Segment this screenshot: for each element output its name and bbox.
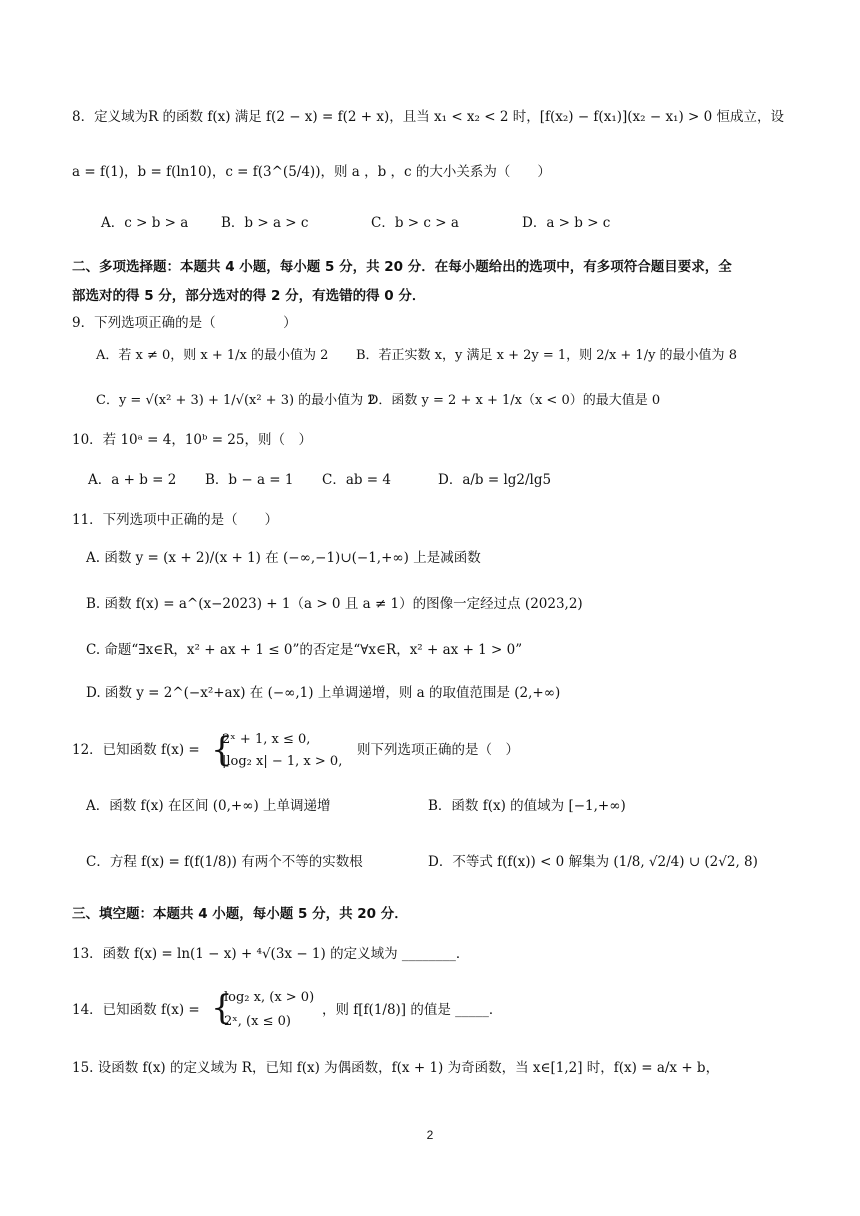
q15-text: 15. 设函数 f(x) 的定义域为 R，已知 f(x) 为偶函数，f(x + 1) 为奇函数，当 x∈[1,2] 时，f(x) = a/x + b，	[72, 1060, 720, 1076]
q14-piecewise-brace: {	[211, 988, 233, 1028]
q12-option-d: D．不等式 f(f(x)) < 0 解集为 (1/8, √2/4) ∪ (2√2, 8)	[428, 854, 758, 870]
q9-option-a: A．若 x ≠ 0，则 x + 1/x 的最小值为 2	[96, 348, 329, 363]
q11-option-d: D. 函数 y = 2^(−x²+ax) 在 (−∞,1) 上单调递增，则 a 的取值范围是 (2,+∞)	[86, 685, 561, 701]
q8-line1: 8．定义域为R 的函数 f(x) 满足 f(2 − x) = f(2 + x)，且当 x₁ < x₂ < 2 时，[f(x₂) − f(x₁)](x₂ − x₁) > 0 恒成立，设	[72, 109, 785, 125]
q12-stem-suffix: 则下列选项正确的是（ ）	[357, 742, 519, 758]
q12-stem-prefix: 12．已知函数 f(x) =	[72, 742, 200, 758]
q11-option-c: C. 命题“∃x∈R，x² + ax + 1 ≤ 0”的否定是“∀x∈R，x² + ax + 1 > 0”	[86, 642, 523, 658]
q14-stem-prefix: 14．已知函数 f(x) =	[72, 1002, 200, 1018]
q13-text: 13．函数 f(x) = ln(1 − x) + ⁴√(3x − 1) 的定义域为 ________．	[72, 946, 470, 962]
q12-case-2: |log₂ x| − 1, x > 0,	[222, 754, 343, 769]
q10-stem: 10．若 10ᵃ = 4，10ᵇ = 25，则（ ）	[72, 432, 312, 448]
q12-option-c: C．方程 f(x) = f(f(1/8)) 有两个不等的实数根	[86, 854, 363, 870]
q8-option-d: D．a > b > c	[522, 215, 611, 231]
q11-option-b: B. 函数 f(x) = a^(x−2023) + 1（a > 0 且 a ≠ 1）的图像一定经过点 (2023,2)	[86, 596, 583, 612]
q12-option-a: A．函数 f(x) 在区间 (0,+∞) 上单调递增	[86, 798, 331, 814]
q9-option-c: C．y = √(x² + 3) + 1/√(x² + 3) 的最小值为 2	[96, 393, 376, 408]
q10-option-b: B．b − a = 1	[205, 472, 294, 488]
q9-option-d: D．函数 y = 2 + x + 1/x（x < 0）的最大值是 0	[368, 393, 661, 408]
q10-option-c: C．ab = 4	[322, 472, 392, 488]
q10-option-a: A．a + b = 2	[88, 472, 177, 488]
q14-case-2: 2ˣ, (x ≤ 0)	[224, 1014, 291, 1029]
section2-heading-line2: 部选对的得 5 分，部分选对的得 2 分，有选错的得 0 分．	[72, 288, 426, 304]
page-number: 2	[426, 1128, 434, 1142]
section2-heading-line1: 二、多项选择题：本题共 4 小题，每小题 5 分，共 20 分．在每小题给出的选项中，有多项符合题目要求，全	[72, 259, 732, 275]
q14-stem-suffix: ，则 f[f(1/8)] 的值是 _____．	[322, 1002, 503, 1018]
q11-stem: 11．下列选项中正确的是（ ）	[72, 512, 279, 528]
section3-heading: 三、填空题：本题共 4 小题，每小题 5 分，共 20 分．	[72, 906, 408, 922]
q14-case-1: log₂ x, (x > 0)	[224, 990, 315, 1005]
q11-option-a: A. 函数 y = (x + 2)/(x + 1) 在 (−∞,−1)∪(−1,+∞) 上是减函数	[86, 550, 481, 566]
q8-option-b: B．b > a > c	[221, 215, 309, 231]
q8-option-c: C．b > c > a	[371, 215, 459, 231]
q12-case-1: 2ˣ + 1, x ≤ 0,	[222, 732, 311, 747]
q8-option-a: A．c > b > a	[101, 215, 189, 231]
q9-option-b: B．若正实数 x，y 满足 x + 2y = 1，则 2/x + 1/y 的最小值为 8	[356, 348, 737, 363]
q12-option-b: B．函数 f(x) 的值域为 [−1,+∞)	[428, 798, 626, 814]
q12-piecewise-brace: {	[211, 730, 233, 770]
q9-stem: 9．下列选项正确的是（ ）	[72, 315, 297, 331]
q8-line2: a = f(1)，b = f(ln10)，c = f(3^(5/4))，则 a ，b ，c 的大小关系为（ ）	[72, 164, 551, 180]
q10-option-d: D．a/b = lg2/lg5	[438, 472, 552, 488]
